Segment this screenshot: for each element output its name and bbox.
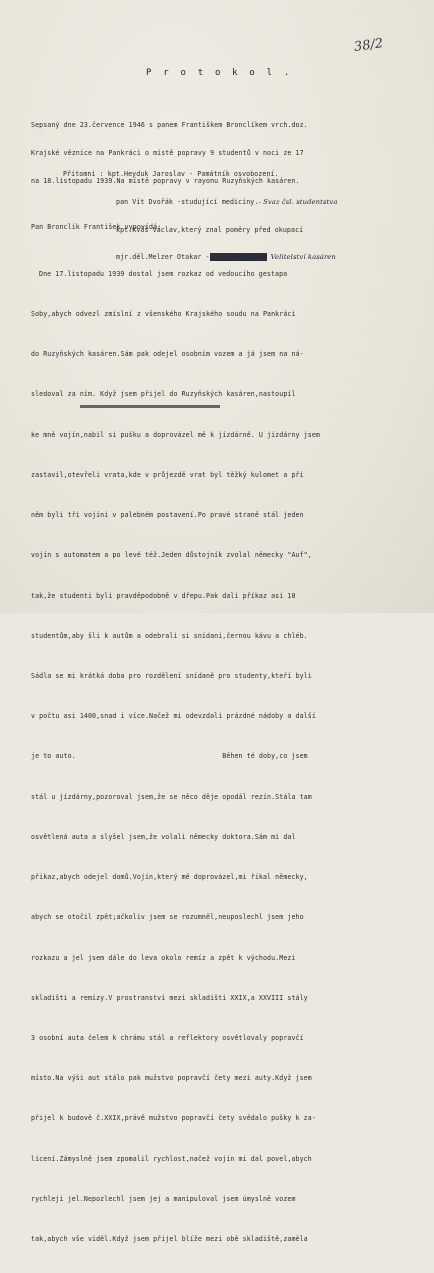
testimony-line: ke mně vojín,nabil si pušku a doprovázel mě k jízdárně. U jízdárny jsem: [31, 430, 320, 439]
testimony-line: v počtu asi 1400,snad i více.Načež mi odevzdali prázdné nádoby a další: [31, 712, 316, 721]
testimony-line: tak,že studenti byli pravděpodobně v dřepu.Pak dali příkaz asi 10: [31, 591, 296, 600]
testimony-line: 3 osobní auta čelem k chrámu stál a reflektory osvětlovaly popravčí: [31, 1033, 304, 1042]
testimony-line: sledoval za ním. Když jsem přijel do Ruzyňských kasáren,nastoupil: [31, 390, 296, 399]
testimony-line: skladišti a remízy.V prostranství mezi skladišti XXIX,a XXVIII stály: [31, 993, 308, 1002]
testimony-line: přijel k budově č.XXIX,právě mužstvo popravčí čety svědalo pušky k za-: [31, 1114, 316, 1123]
speaker-line: Pan Bronclík František vypovídá:: [31, 223, 162, 231]
handwritten-note: Velitelství kasáren: [270, 253, 336, 262]
testimony-line: osvětlená auta a slyšel jsem,že volali německy doktora.Sám mi dal: [31, 832, 296, 841]
testimony-line: rychleji jel.Nepozlechl jsem jej a manipuloval jsem úmyslně vozem: [31, 1194, 296, 1203]
testimony-line: tak,abych vše viděl.Když jsem přijel blíže mezi obě skladiště,zaměla: [31, 1235, 308, 1244]
testimony-line: abych se otočil zpět;ačkoliv jsem se rozumněl,neuposlechl jsem jeho: [31, 913, 304, 922]
document-title: P r o t o k o l .: [146, 68, 293, 78]
testimony-paragraph: [31, 241, 320, 1273]
testimony-line: je to auto. Běhen té doby,co jsem: [31, 752, 308, 761]
testimony-line: zastavil,otevřeli vrata,kde v průjezdě vrat byl těžký kulomet a při: [31, 470, 304, 479]
testimony-line: něm byli tři vojíni v palebném postavení.Po pravé straně stál jeden: [31, 511, 304, 520]
testimony-line: vojín s automatem a po levé též.Jeden důstojník zvolal německy "Auf",: [31, 551, 312, 560]
testimony-line: do Ruzyňských kasáren.Sám pak odejel osobním vozem a já jsem na ná-: [31, 350, 304, 359]
attendee-line: Přítomni : kpt.Heyduk Jaroslav - Památník osvobození.: [63, 170, 279, 179]
intro-line: Krajské věznice na Pankráci o místě popravy 9 studentů v noci ze 17: [31, 149, 304, 158]
attendee-line: kpt.Kváš Václav,který znal poměry před okupací: [116, 225, 304, 234]
testimony-line: stál u jízdárny,pozoroval jsem,že se něco děje opodál rezín.Stála tam: [31, 792, 312, 801]
testimony-line: Dne 17.listopadu 1939 dostal jsem rozkaz od vedoucího gestapa: [39, 269, 288, 278]
testimony-line: příkaz,abych odejel domů.Vojín,který mě doprovázel,mi říkal německy,: [31, 873, 308, 882]
intro-line: na 18.listopadu 1939.Na místě popravy v rayonu Ruzyňských kasáren.: [31, 176, 300, 185]
testimony-line: Sádla se mi krátká doba pro rozdělení snídaně pro studenty,kteří byli: [31, 672, 312, 680]
attendee-line: [63, 198, 337, 207]
attendee-typed: pan Vít Dvořák -studující medicíny.: [116, 198, 259, 207]
redaction-strike: xxxxxxxxxxxxxx: [209, 253, 267, 262]
handwritten-page-number: 38/2: [353, 36, 385, 55]
attendee-typed: mjr.děl.Melzer Otakar -: [116, 253, 210, 262]
redaction-strike: [80, 405, 220, 408]
testimony-line: studentům,aby šli k autům a odebrali si snídani,černou kávu a chléb.: [31, 631, 308, 640]
testimony-line: místo.Na výši aut stálo pak mužstvo popravčí čety mezi auty.Když jsem: [31, 1074, 312, 1083]
testimony-line: Soby,abych odvezl zmíslní z všenského Krajského soudu na Pankráci: [31, 310, 296, 319]
handwritten-note: - Svaz čsl. studentstva: [258, 198, 338, 207]
testimony-line: lícení.Zámyslně jsem zpomalil rychlost,načež vojín mi dal povel,abych: [31, 1154, 312, 1163]
intro-line: Sepsaný dne 23.července 1946 s panem Františkem Bronclíkem vrch.doz.: [31, 121, 308, 130]
testimony-line: rozkazu a jel jsem dále do leva okolo remíz a zpět k východu.Mezi: [31, 953, 296, 962]
